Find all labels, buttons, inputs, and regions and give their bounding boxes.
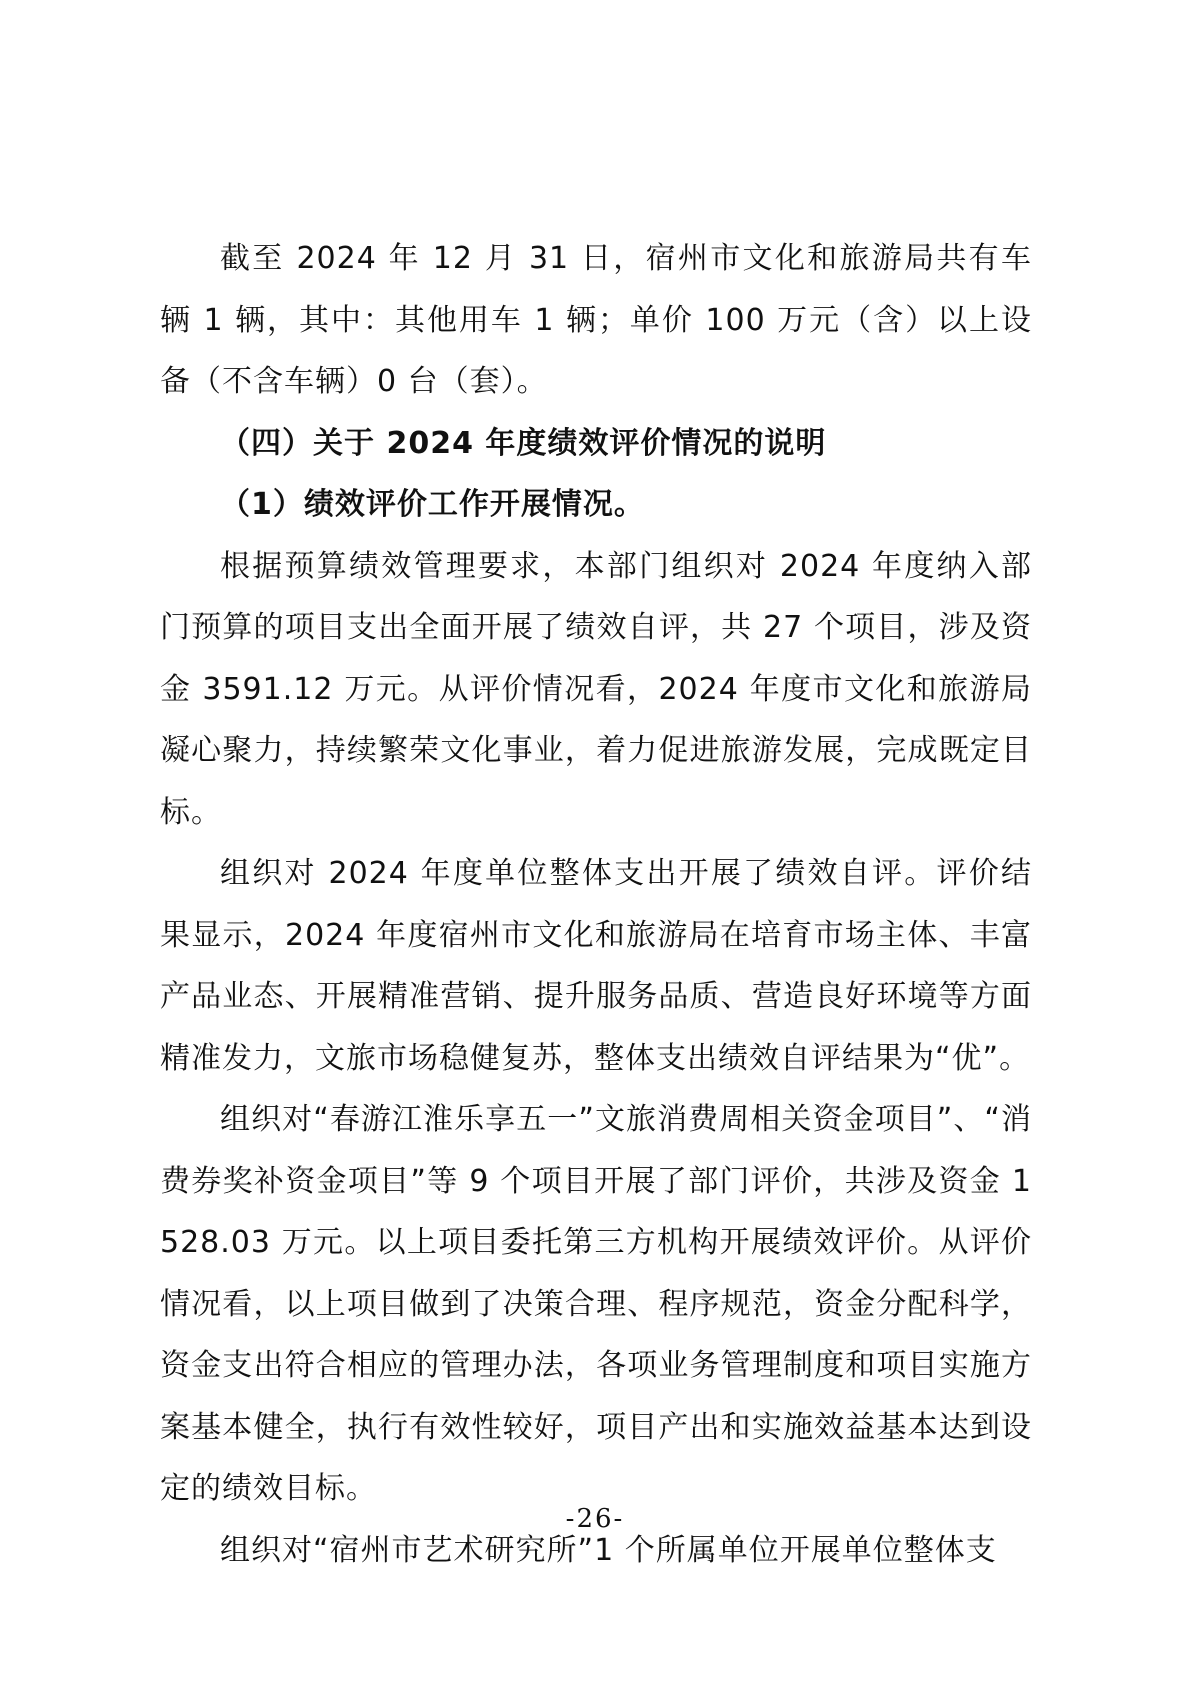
- document-body: [160, 228, 1032, 1581]
- paragraph-self-evaluation: 根据预算绩效管理要求，本部门组织对 2024 年度纳入部门预算的项目支出全面开展了绩效自评，共 27 个项目，涉及资金 3591.12 万元。从评价情况看，2024 年度市文化和旅游局凝心聚力，持续繁荣文化事业，着力促进旅游发展，完成既定目标。: [160, 548, 1032, 830]
- paragraph-affiliated-unit: 组织对“宿州市艺术研究所”1 个所属单位开展单位整体支: [220, 1532, 997, 1568]
- page-number: -26-: [565, 1504, 625, 1534]
- paragraph-vehicles: 截至 2024 年 12 月 31 日，宿州市文化和旅游局共有车辆 1 辆，其中：其他用车 1 辆；单价 100 万元（含）以上设备（不含车辆）0 台（套）。: [160, 241, 1032, 399]
- paragraph-overall-expenditure: 组织对 2024 年度单位整体支出开展了绩效自评。评价结果显示，2024 年度宿州市文化和旅游局在培育市场主体、丰富产品业态、开展精准营销、提升服务品质、营造良好环境等方面精准发力，文旅市场稳健复苏，整体支出绩效自评结果为“优”。: [160, 856, 1032, 1076]
- subsection-heading-evaluation: （1）绩效评价工作开展情况。: [220, 487, 645, 522]
- paragraph-department-evaluation: 组织对“春游江淮乐享五一”文旅消费周相关资金项目”、“消费券奖补资金项目”等 9 个项目开展了部门评价，共涉及资金 1528.03 万元。以上项目委托第三方机构开展绩效评价。从评价情况看，以上项目做到了决策合理、程序规范，资金分配科学，资金支出符合相应的管理办法，各项业务管理制度和项目实施方案基本健全，执行有效性较好，项目产出和实施效益基本达到设定的绩效目标。: [160, 1102, 1032, 1506]
- section-heading-performance: （四）关于 2024 年度绩效评价情况的说明: [220, 425, 827, 461]
